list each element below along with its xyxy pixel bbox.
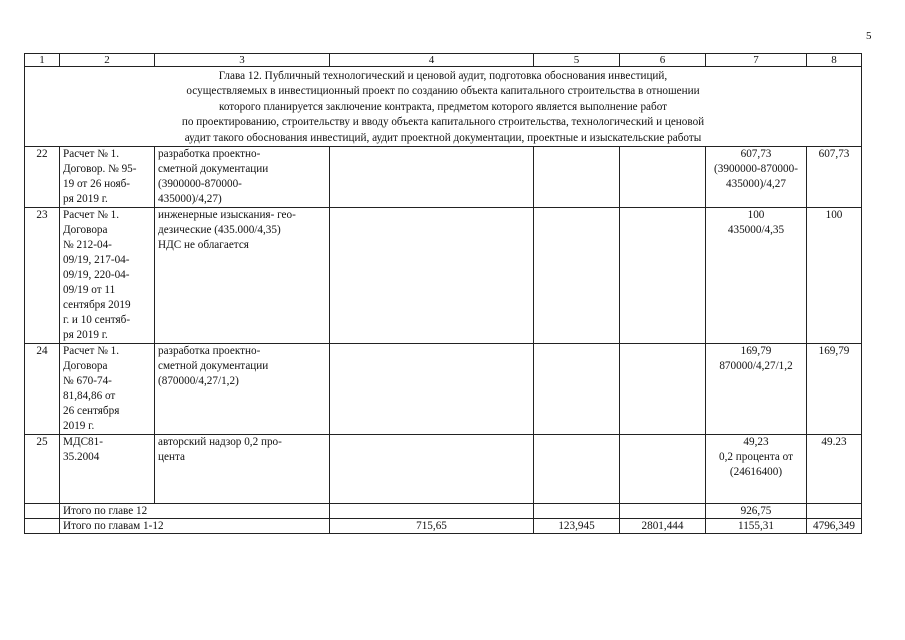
row-basis: Расчет № 1. Договор. № 95- 19 от 26 нояб- ря 2019 г. xyxy=(60,147,155,208)
row-work-name: разработка проектно- сметной документации (870000/4,27/1,2) xyxy=(155,344,330,435)
chapter-total-cell-8 xyxy=(807,504,862,519)
row-cell-7: 169,79 870000/4,27/1,2 xyxy=(706,344,807,435)
row-cell-4 xyxy=(330,208,534,344)
row-cell-7: 100 435000/4,35 xyxy=(706,208,807,344)
row-cell-5 xyxy=(534,208,620,344)
row-cell-4 xyxy=(330,435,534,504)
row-basis: Расчет № 1. Договора № 212-04- 09/19, 217-04- 09/19, 220-04- 09/19 от 11 сентября 2019 г. и 10 сентяб- ря 2019 г. xyxy=(60,208,155,344)
row-basis: Расчет № 1. Договора № 670-74- 81,84,86 от 26 сентября 2019 г. xyxy=(60,344,155,435)
column-number: 6 xyxy=(620,54,706,67)
row-cell-6 xyxy=(620,208,706,344)
row-number: 25 xyxy=(25,435,60,504)
chapter-total-cell-7: 926,75 xyxy=(706,504,807,519)
row-number: 22 xyxy=(25,147,60,208)
chapter-total-cell-5 xyxy=(534,504,620,519)
column-number: 1 xyxy=(25,54,60,67)
chapter-total-row xyxy=(25,504,862,519)
row-number: 23 xyxy=(25,208,60,344)
row-cell-7: 607,73 (3900000-870000- 435000)/4,27 xyxy=(706,147,807,208)
grand-total-label: Итого по главам 1-12 xyxy=(60,519,330,534)
row-cell-4 xyxy=(330,344,534,435)
chapter-total-cell-6 xyxy=(620,504,706,519)
row-total: 100 xyxy=(807,208,862,344)
chapter-total-cell-4 xyxy=(330,504,534,519)
column-number-row xyxy=(25,54,862,67)
grand-total-cell-5: 123,945 xyxy=(534,519,620,534)
table-row xyxy=(25,208,862,344)
table-row xyxy=(25,147,862,208)
row-total: 607,73 xyxy=(807,147,862,208)
column-number: 2 xyxy=(60,54,155,67)
grand-total-cell-4: 715,65 xyxy=(330,519,534,534)
row-work-name: авторский надзор 0,2 про- цента xyxy=(155,435,330,504)
table-row xyxy=(25,344,862,435)
row-cell-7: 49,23 0,2 процента от (24616400) xyxy=(706,435,807,504)
column-number: 8 xyxy=(807,54,862,67)
column-number: 4 xyxy=(330,54,534,67)
row-total: 169,79 xyxy=(807,344,862,435)
row-cell-6 xyxy=(620,435,706,504)
grand-total-row xyxy=(25,519,862,534)
row-work-name: разработка проектно- сметной документации (3900000-870000- 435000)/4,27) xyxy=(155,147,330,208)
row-cell-5 xyxy=(534,147,620,208)
empty-cell xyxy=(25,504,60,519)
chapter-total-label: Итого по главе 12 xyxy=(60,504,330,519)
row-cell-5 xyxy=(534,344,620,435)
chapter-heading-row xyxy=(25,67,862,147)
column-number: 7 xyxy=(706,54,807,67)
grand-total-cell-8: 4796,349 xyxy=(807,519,862,534)
chapter-title: Глава 12. Публичный технологический и ценовой аудит, подготовка обоснования инвестиций, осуществляемых в инвестиционный проект по созданию объекта капитального строительства в отношении которого планируется заключение контракта, предметом которого является выполнение работ по проектированию, строительству и вводу объекта капитального строительства, технологический и ценовой аудит такого обоснования инвестиций, аудит проектной документации, проектные и изыскательские работы xyxy=(25,67,862,147)
row-number: 24 xyxy=(25,344,60,435)
column-number: 3 xyxy=(155,54,330,67)
row-cell-4 xyxy=(330,147,534,208)
estimate-table xyxy=(24,53,862,534)
row-cell-6 xyxy=(620,344,706,435)
row-basis: МДС81- 35.2004 xyxy=(60,435,155,504)
column-number: 5 xyxy=(534,54,620,67)
page-number: 5 xyxy=(866,30,872,42)
empty-cell xyxy=(25,519,60,534)
table-row xyxy=(25,435,862,504)
grand-total-cell-6: 2801,444 xyxy=(620,519,706,534)
row-cell-6 xyxy=(620,147,706,208)
grand-total-cell-7: 1155,31 xyxy=(706,519,807,534)
row-work-name: инженерные изыскания- гео- дезические (435.000/4,35) НДС не облагается xyxy=(155,208,330,344)
row-cell-5 xyxy=(534,435,620,504)
row-total: 49.23 xyxy=(807,435,862,504)
